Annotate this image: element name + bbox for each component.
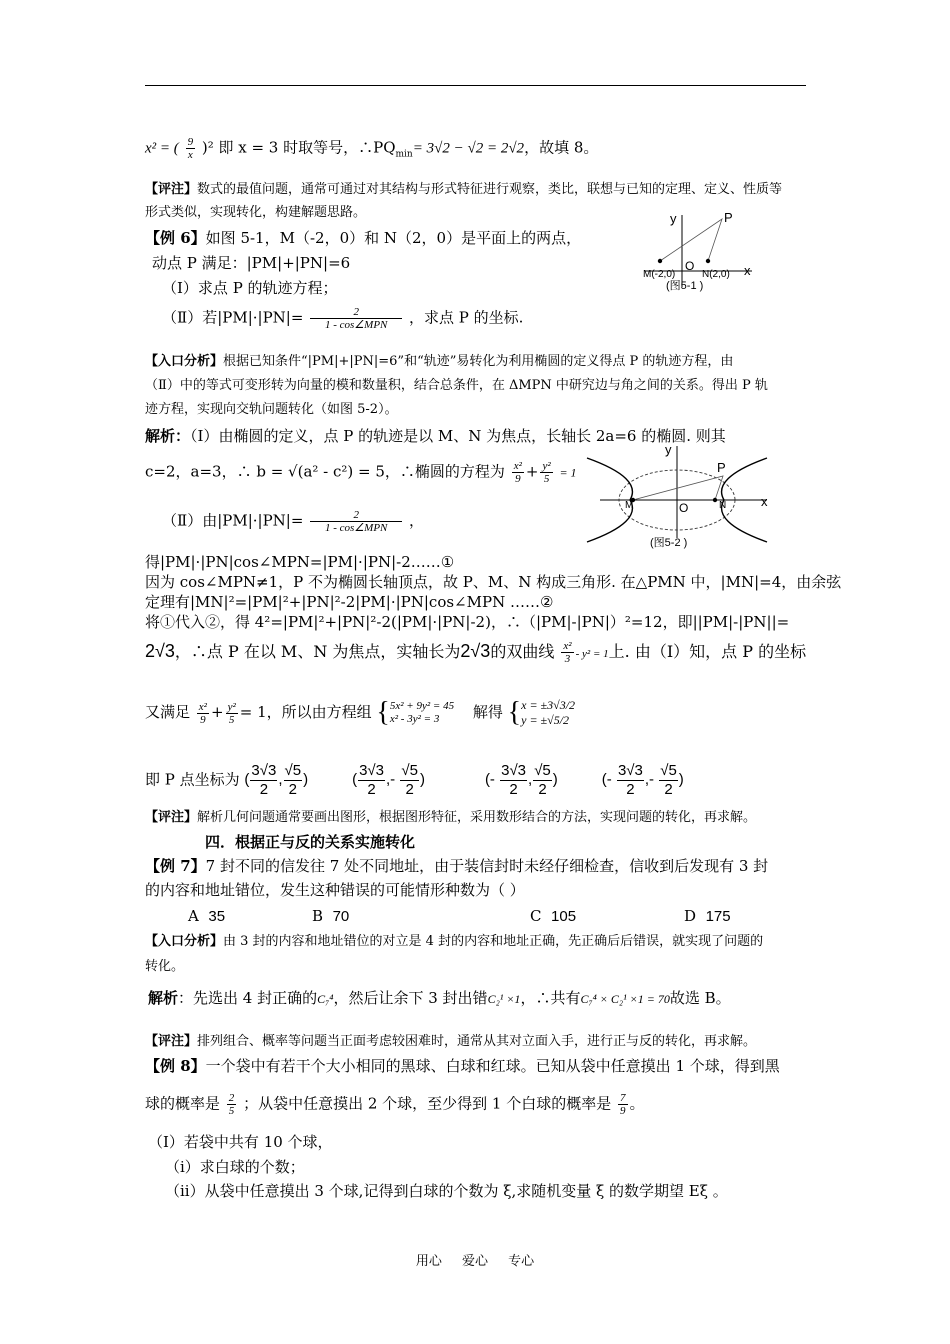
example-7-line2 — [145, 880, 525, 900]
solution-text: ，然后让余下 3 封出错 — [333, 989, 488, 1007]
question-text: （Ⅰ）求点 P 的轨迹方程； — [162, 279, 338, 297]
solution-line-3 — [162, 509, 424, 534]
example-text: 如图 5-1，M（-2，0）和 N（2，0）是平面上的两点， — [205, 229, 582, 247]
denominator: 5 — [543, 473, 550, 485]
denominator: 9 — [620, 1105, 626, 1117]
option-b — [312, 906, 530, 927]
line-result — [145, 136, 598, 165]
entry-analysis-6 — [145, 352, 733, 372]
denominator: x — [187, 149, 193, 161]
n-label: N — [719, 500, 727, 511]
system-eq-1: 5x² + 9y² = 45 — [389, 700, 455, 712]
solution-tag: 解析 — [148, 989, 179, 1007]
solution-text: （Ⅰ）由椭圆的定义，点 P 的轨迹是以 M、N 为焦点，长轴长 2a=6 的椭圆. 则其 — [190, 427, 726, 445]
left-brace: { — [507, 697, 522, 728]
fraction — [284, 762, 303, 799]
example-6 — [145, 228, 581, 248]
solution-text: 定理有|MN|²=|PM|²+|PN|²-2|PM|·|PN|cos∠MPN ……② — [145, 593, 554, 611]
example-tag: 【例 6】 — [145, 229, 206, 247]
denominator: 5 — [228, 713, 235, 726]
solution-text: 故选 B。 — [669, 989, 731, 1007]
p-label: P — [724, 210, 733, 225]
math-value: 2√3 — [460, 641, 491, 661]
question-text: ，求点 P 的坐标. — [408, 308, 524, 327]
combination-expr: C₇⁴ × C₂¹ ×1 = 70 — [580, 992, 670, 1006]
entry-text: （Ⅱ）中的等式可变形转为向量的模和数量积，结合总条件，在 ΔMPN 中研究边与角之间的关系。得出 P 轨 — [145, 378, 768, 393]
example-6-line2 — [152, 253, 350, 273]
equation-system — [390, 700, 454, 726]
question-text: （Ⅱ）若|PM|·|PN|= — [162, 308, 304, 327]
numerator: x² — [563, 640, 572, 652]
section-heading: 四．根据正与反的关系实施转化 — [205, 833, 416, 851]
denominator: 2 — [367, 781, 376, 798]
denominator: 1 - cos∠MPN — [324, 522, 388, 534]
solution-text: ：先选出 4 封正确的 — [178, 989, 318, 1007]
separator: , — [278, 771, 283, 789]
example-text: 。 — [629, 1094, 645, 1113]
solution-line-4 — [145, 552, 454, 572]
example-8-q1 — [148, 1132, 333, 1152]
solution-text: 将①代入②，得 4²=|PM|²+|PN|²-2(|PM|·|PN|-2)，∴（|PM|-|PN|）²=12，即||PM|-|PN||= — [145, 613, 790, 631]
option-letter: A — [188, 907, 199, 925]
x-label: x — [744, 263, 751, 278]
numerator: 2 — [310, 306, 402, 319]
options-row — [188, 906, 731, 927]
entry-text: 根据已知条件“|PM|+|PN|=6”和“轨迹”易转化为利用椭圆的定义得点 P 的轨迹方程，由 — [223, 354, 734, 369]
numerator: √5 — [534, 762, 551, 779]
example-7 — [145, 856, 768, 876]
solution-text: 又满足 — [145, 703, 191, 721]
note-text: 数式的最值问题，通常可通过对其结构与形式特征进行观察，类比，联想与已知的定理、定义、性质等 — [197, 182, 783, 197]
note-text: 排列组合、概率等问题当正面考虑较困难时，通常从其对立面入手，进行正与反的转化，再求解。 — [197, 1034, 757, 1049]
example-text: 动点 P 满足：|PM|+|PN|=6 — [152, 254, 351, 272]
numerator: 3√3 — [501, 762, 527, 779]
example-8-q1i — [165, 1157, 305, 1177]
subscript: min — [395, 149, 413, 160]
question-text: （ii）从袋中任意摸出 3 个球,记得到白球的个数为 ξ,求随机变量 ξ 的数学期望 Eξ 。 — [165, 1182, 728, 1200]
solution-7 — [148, 988, 731, 1009]
numerator: 2 — [310, 509, 402, 522]
solution-line-6 — [145, 592, 553, 612]
numerator: √5 — [660, 762, 677, 779]
denominator: 2 — [509, 781, 518, 798]
option-c — [530, 906, 684, 927]
denominator: 2 — [664, 781, 673, 798]
y-label: y — [670, 211, 677, 226]
equation-rhs: = 1 — [559, 465, 577, 480]
entry-tag: 【入口分析】 — [145, 934, 224, 949]
numerator: x² — [513, 460, 522, 472]
fraction — [659, 762, 678, 799]
option-a — [188, 906, 312, 927]
denominator: 2 — [626, 781, 635, 798]
question-2 — [162, 306, 523, 331]
note-1 — [145, 180, 782, 200]
solution-text: ，∴点 P 在以 M、N 为焦点，实轴长为 — [174, 642, 461, 661]
y-label: y — [665, 442, 672, 457]
solution-text: c=2，a=3，∴ b = √(a² - c²) = 5，∴椭圆的方程为 — [145, 462, 505, 481]
note-text: 形式类似，实现转化，构建解题思路。 — [145, 205, 367, 220]
question-1 — [162, 278, 338, 298]
example-text: ；从袋中任意摸出 2 个球，至少得到 1 个白球的概率是 — [243, 1094, 612, 1113]
solution-system — [521, 698, 575, 728]
option-value: 175 — [705, 908, 731, 925]
solution-line-10 — [145, 762, 684, 799]
denominator: 2 — [288, 781, 297, 798]
separator: , — [528, 771, 533, 789]
paren-open: ( — [352, 771, 358, 789]
numerator: √5 — [401, 762, 418, 779]
solution-text: 上. 由（Ⅰ）知，点 P 的坐标 — [608, 642, 807, 661]
solution-line-9: 又满足 $\frac{\text{x²}}{9}$ + $\frac{\text{y²}}{5}$ = 1，所以由方程组 { 5x² + 9y² = 45 x² - 3y² = 3 解得 { x = ±3√3/2 y = ±√5/2 — [145, 697, 576, 728]
fraction — [226, 701, 238, 726]
paren-open: (- — [484, 771, 500, 789]
option-letter: D — [684, 907, 697, 925]
numerator: 3√3 — [617, 762, 643, 779]
example-text: 球的概率是 — [145, 1094, 221, 1113]
n-label: N(2,0) — [702, 269, 730, 280]
denominator: 2 — [259, 781, 269, 798]
fraction — [500, 762, 527, 799]
solution-tag: 解析： — [145, 427, 191, 445]
fraction — [186, 136, 196, 161]
combination-expr: C₇⁴ — [317, 992, 334, 1006]
solution-text: 解得 — [472, 703, 503, 721]
solution-text: ，∴共有 — [520, 989, 581, 1007]
solution-line-7 — [145, 612, 789, 632]
equation-lhs: x² = ( — [145, 140, 179, 157]
paren-open: ( — [244, 771, 250, 789]
fraction — [227, 1092, 237, 1117]
solution-line-2: c=2，a=3，∴ b = √(a² - c²) = 5，∴椭圆的方程为 $\frac{\text{x²}}{9}$ + $\frac{\text{y²}}{5}$ = 1 — [145, 460, 577, 485]
entry-analysis-7 — [145, 932, 763, 952]
equation-rhs: = 3√2 − √2 = 2√2 — [412, 140, 525, 157]
question-text: （i）求白球的个数； — [165, 1158, 305, 1176]
equation-rhs: - y² = 1 — [575, 648, 609, 660]
question-text: （Ⅰ）若袋中共有 10 个球， — [148, 1133, 333, 1151]
solution-text: 的双曲线 — [490, 642, 555, 661]
footer-word: 用心 — [415, 1254, 442, 1269]
entry-tag: 【入口分析】 — [145, 354, 224, 369]
denominator: 1 - cos∠MPN — [324, 319, 388, 331]
note-tag: 【评注】 — [145, 1034, 198, 1049]
fraction — [561, 640, 573, 665]
note-1-line2 — [145, 203, 366, 223]
origin-label: O — [679, 501, 689, 515]
coordinate-pair — [484, 762, 558, 798]
denominator: 3 — [564, 653, 571, 665]
paren-open: (- — [601, 771, 616, 789]
header-rule — [145, 85, 806, 86]
example-8-line2 — [145, 1092, 645, 1117]
fraction — [250, 762, 277, 799]
triangle-pmn — [633, 476, 723, 500]
solution-text: 即 P 点坐标为 — [145, 770, 240, 789]
fraction — [197, 701, 209, 726]
denominator: 9 — [200, 713, 206, 726]
solution-text: 因为 cos∠MPN≠1，P 不为椭圆长轴顶点，故 P、M、N 构成三角形. 在△PMN 中，|MN|=4，由余弦 — [145, 573, 842, 591]
entry-analysis-7-line2 — [145, 957, 184, 977]
option-letter: B — [312, 907, 324, 925]
numerator: y² — [227, 700, 236, 713]
fraction — [400, 762, 419, 799]
coordinate-pair — [244, 762, 309, 798]
fraction — [512, 460, 524, 485]
numerator: y² — [542, 460, 551, 472]
combination-expr: C₂¹ ×1 — [487, 992, 521, 1006]
numerator: x² — [198, 700, 207, 713]
note-tag: 【评注】 — [145, 810, 198, 825]
figure-caption: (图5-1 ) — [666, 280, 704, 292]
figure-5-2 — [585, 438, 785, 550]
fraction — [533, 762, 552, 799]
paren-close: ) — [303, 771, 309, 789]
m-label: M(-2,0) — [643, 269, 676, 280]
example-8-q1ii — [165, 1181, 728, 1201]
fraction — [618, 1092, 628, 1117]
entry-text: 转化。 — [145, 959, 185, 974]
note-tag: 【评注】 — [145, 182, 198, 197]
numerator: 9 — [187, 136, 194, 148]
option-value: 70 — [332, 908, 350, 925]
solution-text: = 1，所以由方程组 — [239, 703, 372, 721]
p-label: P — [717, 460, 726, 475]
example-text: 一个袋中有若干个大小相同的黑球、白球和红球。已知从袋中任意摸出 1 个球，得到黑 — [205, 1057, 780, 1075]
example-tag: 【例 7】 — [145, 857, 206, 875]
solution-x: x = ±3√3/2 — [521, 698, 576, 712]
entry-analysis-6-line2 — [145, 376, 768, 396]
figure-5-1 — [640, 205, 760, 295]
coordinate-pair — [352, 762, 425, 798]
math-value: 2√3 — [145, 641, 175, 661]
denominator: 2 — [538, 781, 547, 798]
example-text: 7 封不同的信发往 7 处不同地址，由于装信封时未经仔细检查，信收到后发现有 3 封 — [205, 857, 769, 875]
option-value: 105 — [551, 908, 577, 925]
paren-close: ) — [419, 771, 425, 789]
entry-text: 由 3 封的内容和地址错位的对立是 4 封的内容和地址正确，先正确后后错误，就实现了问题的 — [223, 934, 764, 949]
left-brace: { — [376, 697, 390, 728]
solution-text: ， — [408, 511, 424, 530]
figure-caption: (图5-2 ) — [650, 537, 688, 549]
solution-text: （Ⅱ）由|PM|·|PN|= — [162, 511, 304, 530]
fraction — [310, 509, 402, 534]
numerator: 3√3 — [359, 762, 385, 779]
example-text: 的内容和地址错位，发生这种错误的可能情形种数为（ ） — [145, 881, 525, 899]
origin-label: O — [685, 259, 695, 273]
m-label: M — [625, 500, 634, 511]
note-6 — [145, 808, 756, 828]
coordinate-pair — [601, 762, 684, 798]
solution-line-8 — [145, 640, 806, 665]
denominator: 2 — [405, 781, 414, 798]
entry-analysis-6-line3 — [145, 400, 398, 420]
page-footer — [0, 1250, 950, 1269]
note-text: 解析几何问题通常要画出图形，根据图形特征，采用数形结合的方法，实现问题的转化，再求解。 — [197, 810, 757, 825]
separator: ,- — [386, 771, 400, 789]
paren-close: ) — [678, 771, 684, 789]
fraction — [540, 460, 552, 485]
numerator: √5 — [284, 762, 302, 779]
denominator: 9 — [515, 473, 521, 485]
system-eq-2: x² - 3y² = 3 — [389, 713, 440, 725]
point-n — [713, 498, 717, 502]
numerator: 3√3 — [251, 762, 277, 779]
solution-text: 得|PM|·|PN|cos∠MPN=|PM|·|PN|-2……① — [145, 553, 455, 571]
solution-y: y = ±√5/2 — [521, 713, 570, 727]
fraction — [358, 762, 385, 799]
separator: ,- — [644, 771, 659, 789]
fraction — [617, 762, 644, 799]
fraction — [310, 306, 402, 331]
footer-word: 爱心 — [461, 1254, 488, 1269]
paren-close: ) — [552, 771, 558, 789]
equation-mid: )² 即 x = 3 时取等号，∴PQ — [201, 138, 396, 157]
point-list — [244, 762, 684, 798]
option-letter: C — [530, 907, 542, 925]
point-m — [658, 259, 662, 263]
solution-line-5 — [145, 572, 841, 592]
numerator: 2 — [228, 1092, 235, 1104]
note-7 — [145, 1032, 756, 1052]
x-label: x — [761, 494, 768, 509]
option-d — [684, 907, 731, 925]
example-tag: 【例 8】 — [145, 1057, 206, 1075]
option-value: 35 — [208, 908, 226, 925]
example-8 — [145, 1056, 780, 1076]
denominator: 5 — [228, 1105, 235, 1117]
point-n — [706, 259, 710, 263]
answer-text: ，故填 8。 — [524, 138, 599, 157]
numerator: 7 — [620, 1092, 626, 1104]
entry-text: 迹方程，实现向交轨问题转化（如图 5-2）。 — [145, 402, 398, 417]
footer-word: 专心 — [508, 1254, 535, 1269]
